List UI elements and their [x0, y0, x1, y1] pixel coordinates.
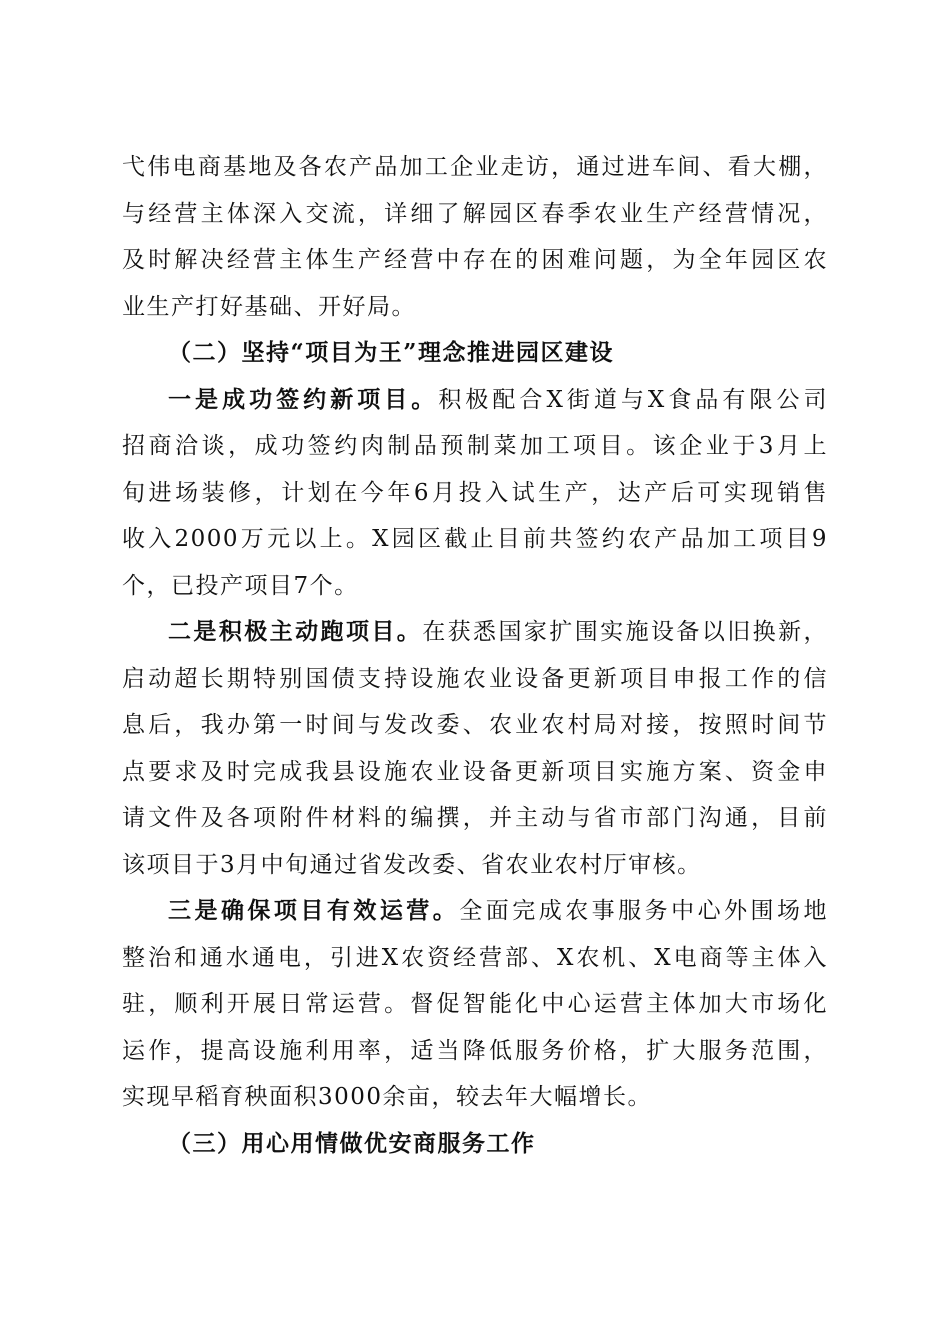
- text-line: [122, 609, 828, 656]
- text-line: 旬进场装修，计划在今年6月投入试生产，达产后可实现销售: [122, 479, 828, 506]
- section-heading-2: [122, 330, 828, 377]
- text-line: 驻，顺利开展日常运营。督促智能化中心运营主体加大市场化: [122, 991, 828, 1017]
- text-line: 请文件及各项附件材料的编撰，并主动与省市部门沟通，目前: [122, 805, 828, 831]
- document-body: [122, 144, 828, 1167]
- text-fragment: 在获悉国家扩围实施设备以旧换新，: [422, 619, 829, 645]
- text-line: 收入2000万元以上。X园区截止目前共签约农产品加工项目9: [122, 526, 828, 552]
- heading-text: （二）坚持“项目为王”理念推进园区建设: [168, 339, 614, 366]
- text-line: 招商洽谈，成功签约肉制品预制菜加工项目。该企业于3月上: [122, 433, 828, 459]
- paragraph-active-project-pursuit: [122, 609, 828, 888]
- text-line: 整治和通水通电，引进X农资经营部、X农机、X电商等主体入: [122, 944, 828, 971]
- text-line: 弋伟电商基地及各农产品加工企业走访，通过进车间、看大棚，: [122, 154, 828, 180]
- lead-phrase: 一是成功签约新项目。: [168, 385, 439, 413]
- section-heading-3: [122, 1121, 828, 1168]
- text-line: 点要求及时完成我县设施农业设备更新项目实施方案、资金申: [122, 758, 828, 785]
- paragraph-visit-summary: [122, 144, 828, 330]
- text-line: [122, 377, 828, 424]
- text-line: 实现早稻育秧面积3000余亩，较去年大幅增长。: [122, 1084, 653, 1110]
- heading-text: （三）用心用情做优安商服务工作: [168, 1129, 536, 1157]
- text-fragment: 全面完成农事服务中心外围场地: [459, 898, 829, 924]
- lead-phrase: 二是积极主动跑项目。: [168, 618, 423, 645]
- text-line: 运作，提高设施利用率，适当降低服务价格，扩大服务范围，: [122, 1037, 828, 1064]
- text-line: 业生产打好基础、开好局。: [122, 293, 416, 320]
- text-line: 该项目于3月中旬通过省发改委、省农业农村厅审核。: [122, 851, 702, 878]
- text-line: [122, 888, 828, 935]
- text-line: 启动超长期特别国债支持设施农业设备更新项目申报工作的信: [122, 665, 828, 692]
- text-fragment: 积极配合X街道与X食品有限公司: [438, 386, 828, 413]
- text-line: 与经营主体深入交流，详细了解园区春季农业生产经营情况，: [122, 200, 828, 227]
- text-line: 个，已投产项目7个。: [122, 572, 359, 599]
- lead-phrase: 三是确保项目有效运营。: [168, 897, 460, 924]
- text-line: 及时解决经营主体生产经营中存在的困难问题，为全年园区农: [122, 247, 828, 273]
- text-line: 息后，我办第一时间与发改委、农业农村局对接，按照时间节: [122, 712, 828, 738]
- paragraph-project-operation: [122, 888, 828, 1121]
- paragraph-new-project-signing: [122, 377, 828, 610]
